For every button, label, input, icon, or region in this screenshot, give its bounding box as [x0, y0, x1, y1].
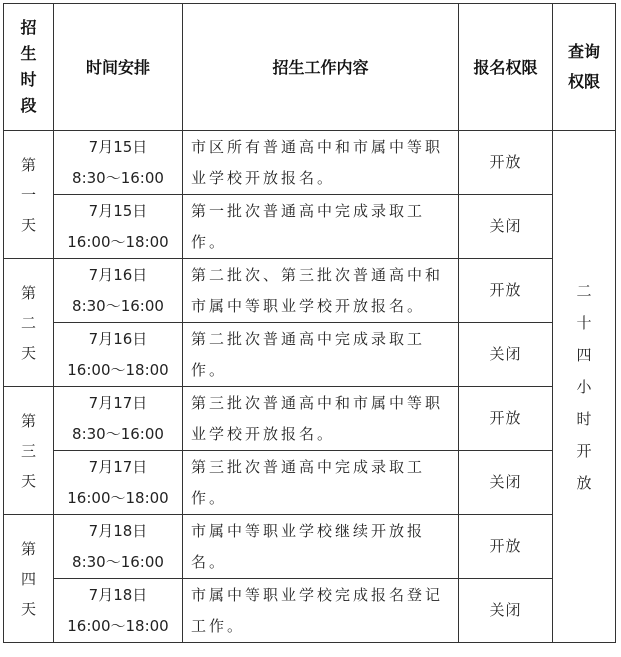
date-text: 7月16日 — [88, 265, 148, 284]
permission-cell: 开放 — [459, 131, 553, 195]
content-cell: 第二批次、第三批次普通高中和市属中等职业学校开放报名。 — [183, 259, 459, 323]
permission-cell: 开放 — [459, 387, 553, 451]
header-schedule: 时间安排 — [54, 4, 183, 131]
table-row — [4, 259, 616, 323]
time-cell — [54, 131, 183, 195]
enrollment-schedule-table — [3, 3, 616, 643]
header-query-permission: 查询 权限 — [553, 4, 616, 131]
date-text: 7月15日 — [88, 201, 148, 220]
time-cell — [54, 515, 183, 579]
query-permission-value: 二 十 四 小 时 开 放 — [553, 131, 616, 643]
time-range-text: 16:00～18:00 — [67, 232, 169, 251]
content-cell: 第三批次普通高中和市属中等职业学校开放报名。 — [183, 387, 459, 451]
header-period: 招 生 时 段 — [4, 4, 54, 131]
day-label: 第 一 天 — [4, 131, 54, 259]
day-label: 第 四 天 — [4, 515, 54, 643]
header-signup-permission: 报名权限 — [459, 4, 553, 131]
time-cell — [54, 259, 183, 323]
table-row — [4, 579, 616, 643]
time-range-text: 8:30～16:00 — [72, 296, 164, 315]
time-cell — [54, 323, 183, 387]
time-cell — [54, 451, 183, 515]
time-range-text: 8:30～16:00 — [72, 424, 164, 443]
permission-cell: 开放 — [459, 515, 553, 579]
permission-cell: 开放 — [459, 259, 553, 323]
date-text: 7月16日 — [88, 329, 148, 348]
content-cell: 市属中等职业学校继续开放报名。 — [183, 515, 459, 579]
time-cell — [54, 387, 183, 451]
header-content: 招生工作内容 — [183, 4, 459, 131]
table-row — [4, 515, 616, 579]
time-range-text: 16:00～18:00 — [67, 616, 169, 635]
table-row — [4, 323, 616, 387]
time-range-text: 16:00～18:00 — [67, 360, 169, 379]
permission-cell: 关闭 — [459, 579, 553, 643]
time-range-text: 8:30～16:00 — [72, 168, 164, 187]
content-cell: 第三批次普通高中完成录取工作。 — [183, 451, 459, 515]
date-text: 7月18日 — [88, 585, 148, 604]
date-text: 7月17日 — [88, 457, 148, 476]
permission-cell: 关闭 — [459, 323, 553, 387]
time-cell — [54, 579, 183, 643]
table-row — [4, 195, 616, 259]
table-row — [4, 387, 616, 451]
content-cell: 第二批次普通高中完成录取工作。 — [183, 323, 459, 387]
day-label: 第 三 天 — [4, 387, 54, 515]
day-label: 第 二 天 — [4, 259, 54, 387]
permission-cell: 关闭 — [459, 195, 553, 259]
content-cell: 市区所有普通高中和市属中等职业学校开放报名。 — [183, 131, 459, 195]
date-text: 7月18日 — [88, 521, 148, 540]
table-row — [4, 131, 616, 195]
time-range-text: 8:30～16:00 — [72, 552, 164, 571]
time-range-text: 16:00～18:00 — [67, 488, 169, 507]
table-row — [4, 451, 616, 515]
header-row — [4, 4, 616, 131]
content-cell: 市属中等职业学校完成报名登记工作。 — [183, 579, 459, 643]
permission-cell: 关闭 — [459, 451, 553, 515]
content-cell: 第一批次普通高中完成录取工作。 — [183, 195, 459, 259]
date-text: 7月15日 — [88, 137, 148, 156]
date-text: 7月17日 — [88, 393, 148, 412]
time-cell — [54, 195, 183, 259]
